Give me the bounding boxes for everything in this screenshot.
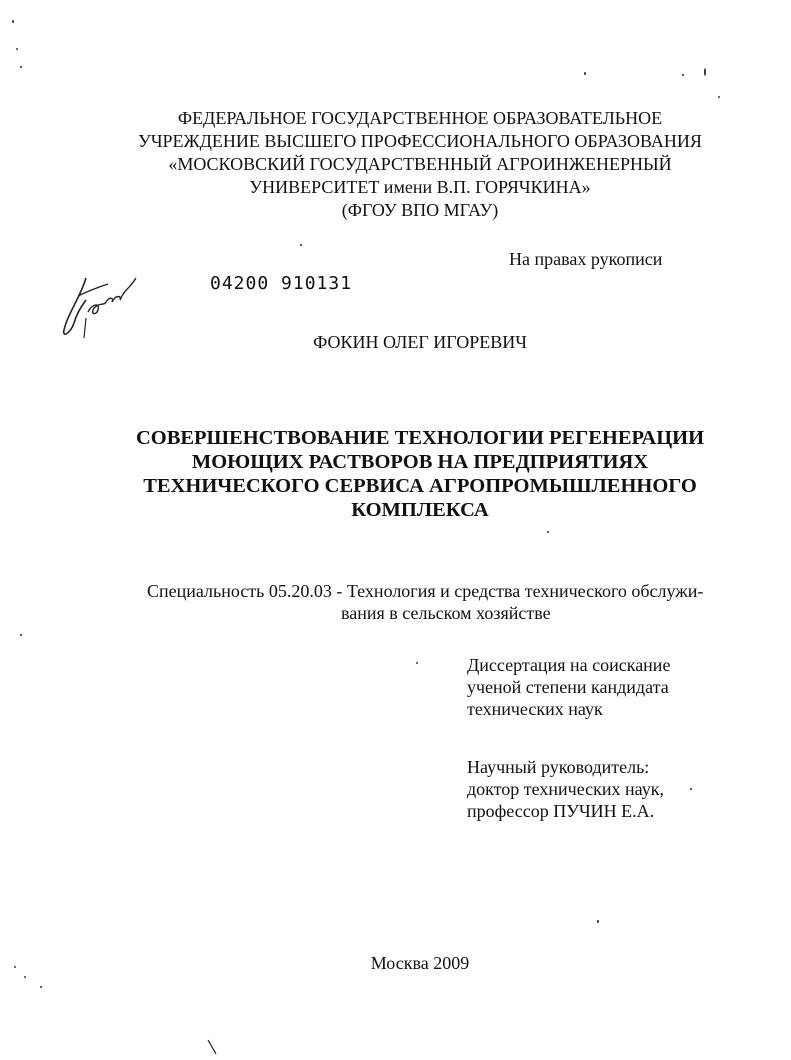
- scan-speck: [14, 966, 16, 968]
- scan-speck: [682, 74, 684, 76]
- scan-speck: [20, 66, 22, 68]
- title-line: СОВЕРШЕНСТВОВАНИЕ ТЕХНОЛОГИИ РЕГЕНЕРАЦИИ: [135, 427, 705, 449]
- scan-speck: [704, 68, 706, 76]
- title-line: МОЮЩИХ РАСТВОРОВ НА ПРЕДПРИЯТИЯХ: [191, 451, 649, 473]
- registration-number: 04200 910131: [210, 273, 353, 294]
- degree-line: ученой степени кандидата: [467, 677, 669, 697]
- specialty-line-1: Специальность 05.20.03 - Технология и средства технического обслужи-: [147, 581, 704, 601]
- scan-speck: [416, 662, 418, 664]
- author-name: ФОКИН ОЛЕГ ИГОРЕВИЧ: [313, 332, 527, 352]
- advisor-line: доктор технических наук,: [467, 779, 664, 799]
- advisor-line: профессор ПУЧИН Е.А.: [467, 801, 655, 821]
- title-line: КОМПЛЕКСА: [351, 499, 489, 521]
- scan-speck: [40, 986, 42, 988]
- scan-speck: [584, 72, 586, 75]
- degree-line: технических наук: [467, 699, 603, 719]
- scientific-advisor: [467, 756, 664, 822]
- scan-speck: [20, 634, 22, 636]
- city-year: Москва 2009: [370, 953, 470, 973]
- institution-line: УНИВЕРСИТЕТ имени В.П. ГОРЯЧКИНА»: [249, 177, 591, 197]
- scan-speck: [547, 531, 549, 533]
- institution-block: [0, 107, 791, 222]
- rights-note: На правах рукописи: [509, 249, 663, 269]
- specialty: [147, 580, 703, 624]
- scan-speck: [12, 20, 14, 23]
- institution-line: УЧРЕЖДЕНИЕ ВЫСШЕГО ПРОФЕССИОНАЛЬНОГО ОБРАЗОВАНИЯ: [138, 131, 702, 151]
- scan-speck: [24, 976, 26, 978]
- scan-speck: [16, 48, 18, 50]
- scan-speck: [300, 244, 302, 246]
- institution-line: «МОСКОВСКИЙ ГОСУДАРСТВЕННЫЙ АГРОИНЖЕНЕРНЫЙ: [168, 154, 672, 174]
- institution-line: ФЕДЕРАЛЬНОЕ ГОСУДАРСТВЕННОЕ ОБРАЗОВАТЕЛЬНОЕ: [177, 108, 663, 128]
- degree-statement: [467, 654, 670, 720]
- specialty-line-2: вания в сельском хозяйстве: [341, 603, 551, 623]
- scan-speck: [597, 920, 599, 923]
- scan-speck: [718, 96, 720, 98]
- scan-speck: [690, 788, 692, 790]
- title-line: ТЕХНИЧЕСКОГО СЕРВИСА АГРОПРОМЫШЛЕННОГО: [143, 475, 697, 497]
- advisor-line: Научный руководитель:: [467, 757, 650, 777]
- scan-mark: [206, 1038, 220, 1058]
- dissertation-title: [0, 426, 791, 522]
- degree-line: Диссертация на соискание: [467, 655, 671, 675]
- institution-line: (ФГОУ ВПО МГАУ): [341, 200, 499, 220]
